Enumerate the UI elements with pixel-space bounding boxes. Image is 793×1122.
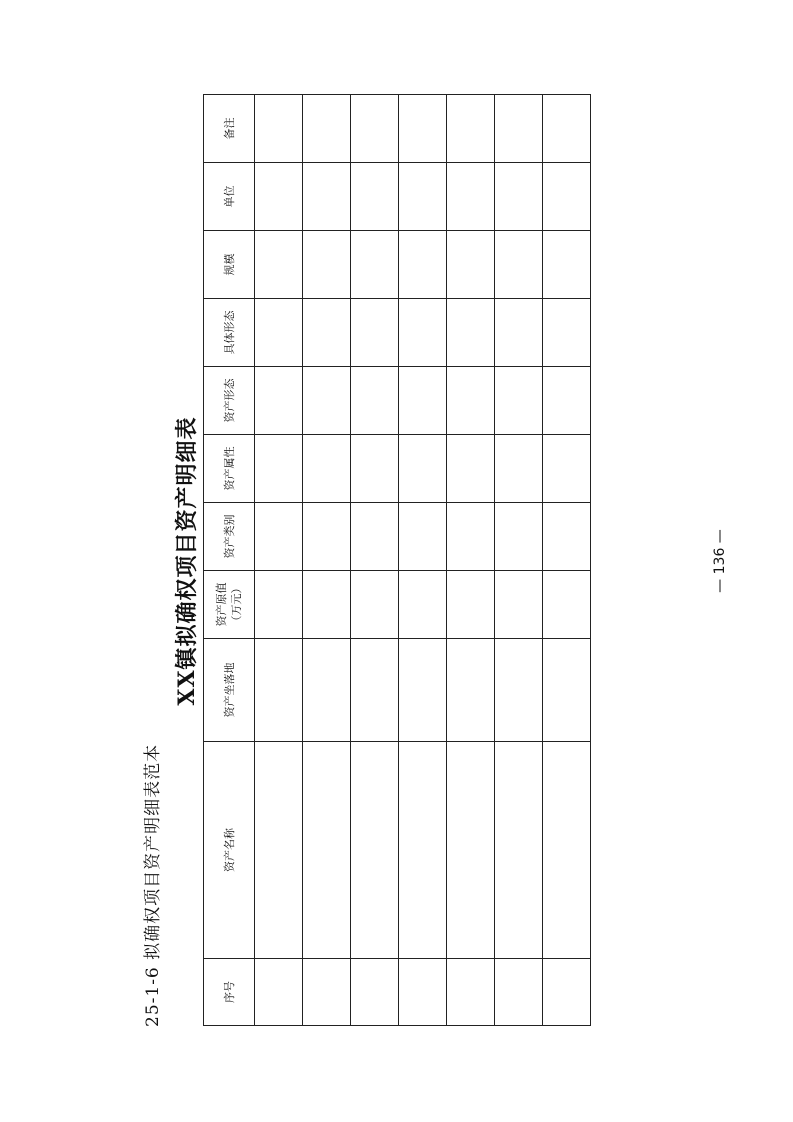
- table-cell[interactable]: [351, 95, 399, 163]
- table-cell[interactable]: [399, 742, 447, 959]
- header-asset-form: 资产形态: [204, 367, 255, 435]
- table-cell[interactable]: [447, 571, 495, 639]
- table-row: [255, 95, 303, 1026]
- table-cell[interactable]: [447, 742, 495, 959]
- table-cell[interactable]: [543, 367, 591, 435]
- table-cell[interactable]: [495, 959, 543, 1026]
- table-cell[interactable]: [303, 742, 351, 959]
- table-cell[interactable]: [495, 163, 543, 231]
- table-row: [351, 95, 399, 1026]
- table-cell[interactable]: [399, 163, 447, 231]
- table-cell[interactable]: [495, 639, 543, 742]
- table-cell[interactable]: [447, 435, 495, 503]
- table-cell[interactable]: [303, 231, 351, 299]
- table-cell[interactable]: [303, 163, 351, 231]
- table-row: [399, 95, 447, 1026]
- table-cell[interactable]: [447, 299, 495, 367]
- table-cell[interactable]: [255, 959, 303, 1026]
- header-specific-form: 具体形态: [204, 299, 255, 367]
- table-row: [495, 95, 543, 1026]
- table-cell[interactable]: [495, 571, 543, 639]
- header-original-value-label: 资产原值: [215, 582, 228, 627]
- table-cell[interactable]: [255, 231, 303, 299]
- table-cell[interactable]: [255, 742, 303, 959]
- header-scale: 规模: [204, 231, 255, 299]
- document-caption: 25-1-6 拟确权项目资产明细表范本: [143, 743, 163, 1027]
- table-cell[interactable]: [447, 639, 495, 742]
- table-cell[interactable]: [255, 163, 303, 231]
- table-cell[interactable]: [399, 299, 447, 367]
- table-cell[interactable]: [495, 231, 543, 299]
- table-cell[interactable]: [447, 367, 495, 435]
- table-cell[interactable]: [399, 503, 447, 571]
- table-cell[interactable]: [255, 571, 303, 639]
- table-cell[interactable]: [351, 639, 399, 742]
- table-cell[interactable]: [351, 367, 399, 435]
- table-cell[interactable]: [303, 95, 351, 163]
- table-cell[interactable]: [351, 571, 399, 639]
- table-cell[interactable]: [351, 742, 399, 959]
- table-cell[interactable]: [447, 231, 495, 299]
- table-cell[interactable]: [447, 95, 495, 163]
- table-cell[interactable]: [447, 959, 495, 1026]
- table-cell[interactable]: [495, 299, 543, 367]
- table-cell[interactable]: [255, 299, 303, 367]
- table-cell[interactable]: [303, 571, 351, 639]
- table-cell[interactable]: [303, 367, 351, 435]
- header-asset-attribute: 资产属性: [204, 435, 255, 503]
- header-original-value-unit: （万元）: [230, 582, 243, 627]
- table-cell[interactable]: [399, 231, 447, 299]
- table-cell[interactable]: [255, 435, 303, 503]
- table-cell[interactable]: [351, 435, 399, 503]
- table-cell[interactable]: [447, 163, 495, 231]
- table-cell[interactable]: [351, 959, 399, 1026]
- table-cell[interactable]: [303, 503, 351, 571]
- table-cell[interactable]: [351, 299, 399, 367]
- header-seq: 序号: [204, 959, 255, 1026]
- table-cell[interactable]: [495, 95, 543, 163]
- header-asset-category: 资产类别: [204, 503, 255, 571]
- table-cell[interactable]: [495, 503, 543, 571]
- table-cell[interactable]: [543, 231, 591, 299]
- table-cell[interactable]: [495, 742, 543, 959]
- table-cell[interactable]: [399, 639, 447, 742]
- table-cell[interactable]: [303, 435, 351, 503]
- table-cell[interactable]: [351, 503, 399, 571]
- header-asset-location: 资产坐落地: [204, 639, 255, 742]
- table-cell[interactable]: [543, 571, 591, 639]
- table-body: [255, 95, 591, 1026]
- table-cell[interactable]: [543, 742, 591, 959]
- table-cell[interactable]: [303, 299, 351, 367]
- table-cell[interactable]: [543, 163, 591, 231]
- table-cell[interactable]: [495, 435, 543, 503]
- table-cell[interactable]: [399, 95, 447, 163]
- table-cell[interactable]: [495, 367, 543, 435]
- table-header-row: [204, 95, 255, 1026]
- table-cell[interactable]: [543, 299, 591, 367]
- table-row: [543, 95, 591, 1026]
- table-cell[interactable]: [255, 367, 303, 435]
- table-cell[interactable]: [543, 639, 591, 742]
- table-cell[interactable]: [303, 959, 351, 1026]
- table-cell[interactable]: [543, 503, 591, 571]
- table-cell[interactable]: [399, 367, 447, 435]
- table-row: [447, 95, 495, 1026]
- page-number: — 136 —: [712, 529, 728, 593]
- header-original-value: [204, 571, 255, 639]
- table-cell[interactable]: [447, 503, 495, 571]
- header-remarks: 备注: [204, 95, 255, 163]
- header-unit: 单位: [204, 163, 255, 231]
- table-cell[interactable]: [399, 959, 447, 1026]
- header-asset-name: 资产名称: [204, 742, 255, 959]
- table-cell[interactable]: [255, 639, 303, 742]
- table-cell[interactable]: [543, 435, 591, 503]
- asset-detail-table: [203, 94, 591, 1026]
- table-cell[interactable]: [255, 95, 303, 163]
- table-cell[interactable]: [399, 571, 447, 639]
- table-cell[interactable]: [351, 231, 399, 299]
- page-title: XX镇拟确权项目资产明细表: [174, 416, 200, 706]
- table-cell[interactable]: [543, 95, 591, 163]
- table-cell[interactable]: [255, 503, 303, 571]
- table-cell[interactable]: [543, 959, 591, 1026]
- table-cell[interactable]: [303, 639, 351, 742]
- table-cell[interactable]: [351, 163, 399, 231]
- table-row: [303, 95, 351, 1026]
- table-cell[interactable]: [399, 435, 447, 503]
